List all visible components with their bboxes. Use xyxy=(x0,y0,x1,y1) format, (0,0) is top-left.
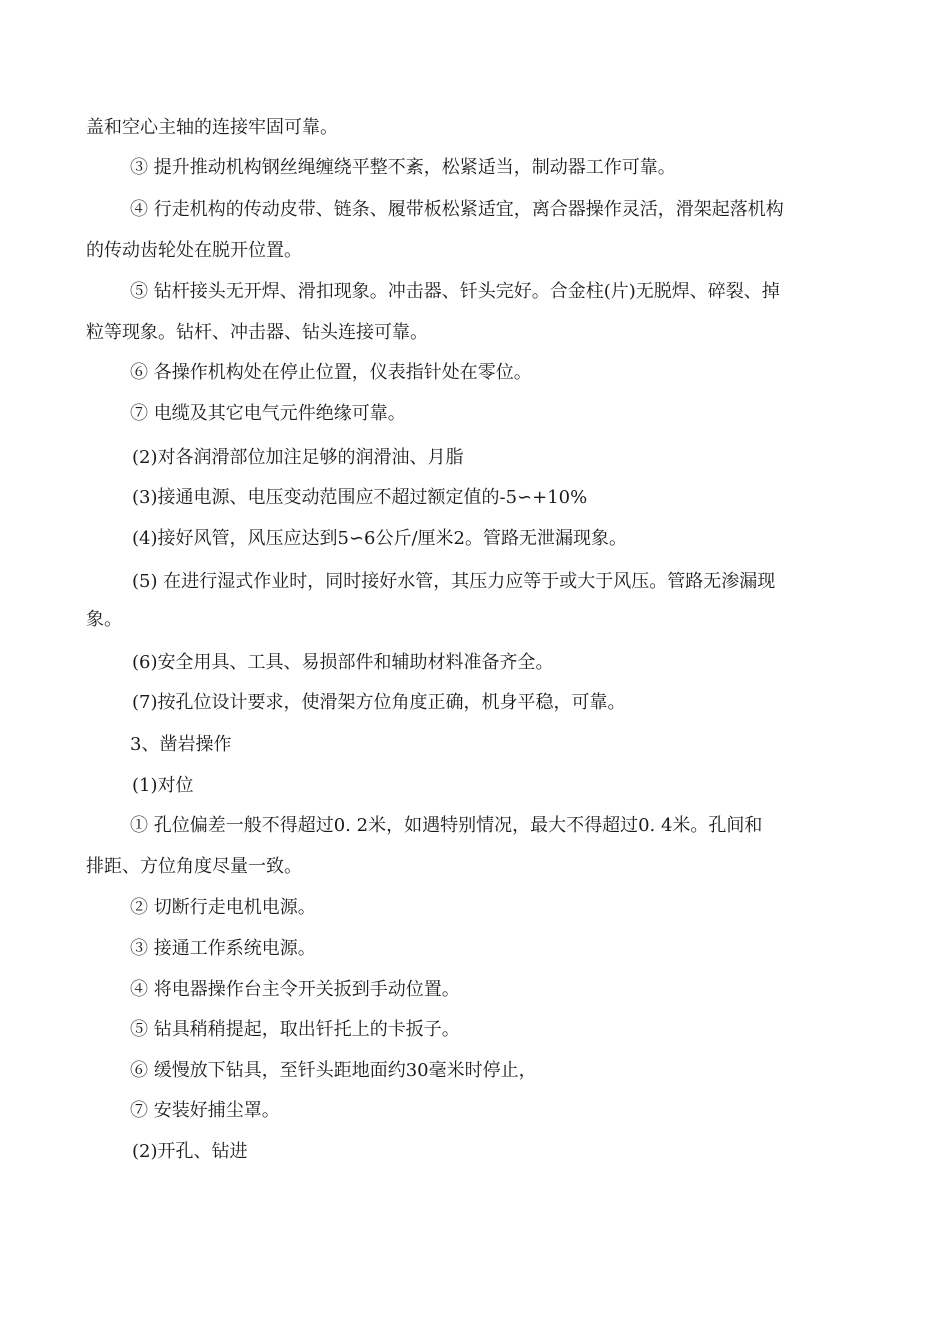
text-line: ② 切断行走电机电源。 xyxy=(130,897,316,918)
text-line: 的传动齿轮处在脱开位置。 xyxy=(86,240,302,261)
text-line: (2)对各润滑部位加注足够的润滑油、月脂 xyxy=(132,447,464,468)
subsection-heading: (1)对位 xyxy=(132,775,194,796)
text-line: ③ 提升推动机构钢丝绳缠绕平整不紊，松紧适当，制动器工作可靠。 xyxy=(130,157,676,178)
text-line: 象。 xyxy=(86,609,122,630)
text-line: (4)接好风管，风压应达到5∽6公斤/厘米2。管路无泄漏现象。 xyxy=(132,528,627,549)
text-line: 粒等现象。钻杆、冲击器、钻头连接可靠。 xyxy=(86,322,428,343)
text-line: ④ 将电器操作台主令开关扳到手动位置。 xyxy=(130,979,460,1000)
text-line: ⑤ 钻具稍稍提起，取出钎托上的卡扳子。 xyxy=(130,1019,460,1040)
text-line: ④ 行走机构的传动皮带、链条、履带板松紧适宜，离合器操作灵活，滑架起落机构 xyxy=(130,199,784,220)
text-line: ① 孔位偏差一般不得超过0. 2米，如遇特别情况，最大不得超过0. 4米。孔间和 xyxy=(130,815,763,836)
text-line: (6)安全用具、工具、易损部件和辅助材料准备齐全。 xyxy=(132,652,554,673)
text-line: 盖和空心主轴的连接牢固可靠。 xyxy=(86,117,338,138)
text-line: ⑤ 钻杆接头无开焊、滑扣现象。冲击器、钎头完好。合金柱(片)无脱焊、碎裂、掉 xyxy=(130,281,780,302)
subsection-heading: (2)开孔、钻进 xyxy=(132,1141,248,1162)
text-line: (7)按孔位设计要求，使滑架方位角度正确，机身平稳，可靠。 xyxy=(132,692,626,713)
text-line: ③ 接通工作系统电源。 xyxy=(130,938,316,959)
text-line: ⑦ 安装好捕尘罩。 xyxy=(130,1100,280,1121)
text-line: ⑥ 缓慢放下钻具，至钎头距地面约30毫米时停止， xyxy=(130,1060,537,1081)
text-line: 排距、方位角度尽量一致。 xyxy=(86,856,302,877)
text-line: ⑥ 各操作机构处在停止位置，仪表指针处在零位。 xyxy=(130,362,532,383)
text-line: ⑦ 电缆及其它电气元件绝缘可靠。 xyxy=(130,403,406,424)
text-line: (3)接通电源、电压变动范围应不超过额定值的-5∽+10% xyxy=(132,487,588,508)
section-heading: 3、凿岩操作 xyxy=(130,734,232,755)
text-line: (5) 在进行湿式作业时，同时接好水管，其压力应等于或大于风压。管路无渗漏现 xyxy=(132,571,776,592)
